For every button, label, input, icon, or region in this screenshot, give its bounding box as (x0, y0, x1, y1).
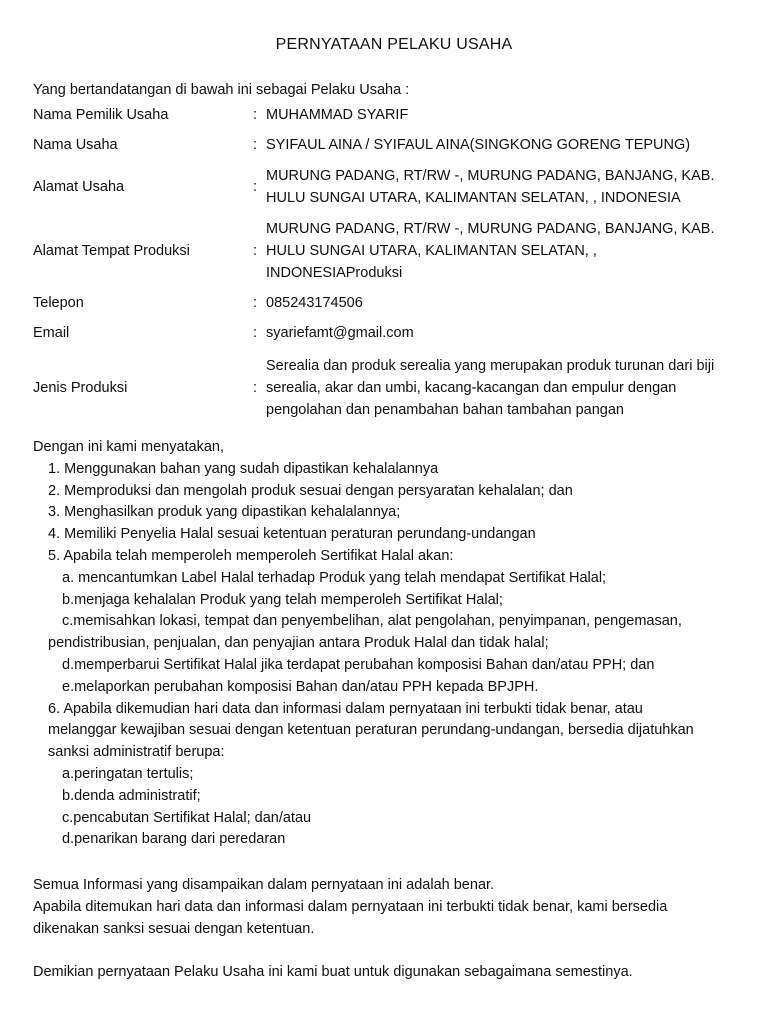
field-colon: : (253, 295, 258, 311)
field-colon: : (253, 107, 258, 123)
field-row-production-type (33, 350, 756, 426)
field-row-business-name (33, 128, 756, 162)
closing-line: Semua Informasi yang disampaikan dalam pernyataan ini adalah benar. (33, 877, 495, 893)
field-colon: : (253, 243, 258, 259)
declaration-subitem-continuation: pendistribusian, penjualan, dan penyajian antara Produk Halal dan tidak halal; (48, 635, 549, 652)
field-label: Nama Usaha (33, 137, 118, 153)
declaration-subitem: c.memisahkan lokasi, tempat dan penyembelihan, alat pengolahan, penyimpanan, pengemasan, (62, 613, 682, 630)
declaration-subitem: b.denda administratif; (62, 787, 201, 804)
field-colon: : (253, 380, 258, 396)
field-label: Jenis Produksi (33, 380, 128, 396)
field-value: MURUNG PADANG, RT/RW -, MURUNG PADANG, BANJANG, KAB. HULU SUNGAI UTARA, KALIMANTAN SELATAN, , INDONESIA (266, 168, 715, 206)
declaration-item: 1. Menggunakan bahan yang sudah dipastikan kehalalannya (48, 460, 439, 477)
field-row-owner-name (33, 102, 756, 128)
declaration-item-continuation: sanksi administratif berupa: (48, 744, 225, 761)
declaration-item-continuation: melanggar kewajiban sesuai dengan ketentuan peraturan perundang-undangan, bersedia dijatuhkan (48, 722, 694, 739)
field-label: Nama Pemilik Usaha (33, 107, 169, 123)
field-colon: : (253, 137, 258, 153)
field-colon: : (253, 325, 258, 341)
document-title: PERNYATAAN PELAKU USAHA (275, 36, 513, 53)
declaration-subitem: b.menjaga kehalalan Produk yang telah memperoleh Sertifikat Halal; (62, 591, 503, 608)
field-row-phone (33, 290, 756, 316)
business-info-table (33, 102, 756, 426)
field-label: Telepon (33, 295, 84, 311)
field-value: SYIFAUL AINA / SYIFAUL AINA(SINGKONG GORENG TEPUNG) (266, 137, 691, 153)
closing-line: Apabila ditemukan hari data dan informasi dalam pernyataan ini terbukti tidak benar, kami bersedia (33, 898, 668, 915)
intro-text: Yang bertandatangan di bawah ini sebagai Pelaku Usaha : (33, 82, 410, 98)
declaration-item: 2. Memproduksi dan mengolah produk sesuai dengan persyaratan kehalalan; dan (48, 482, 573, 499)
declaration-subitem: a. mencantumkan Label Halal terhadap Produk yang telah mendapat Sertifikat Halal; (62, 569, 607, 586)
declaration-item: 5. Apabila telah memperoleh memperoleh Sertifikat Halal akan: (48, 547, 454, 564)
declaration-subitem: d.penarikan barang dari peredaran (62, 831, 286, 848)
field-label: Alamat Tempat Produksi (33, 243, 190, 259)
field-value: syariefamt@gmail.com (266, 325, 414, 341)
declaration-item: 4. Memiliki Penyelia Halal sesuai ketentuan peraturan perundang-undangan (48, 526, 536, 543)
declaration-heading: Dengan ini kami menyatakan, (33, 439, 225, 455)
field-value: MUHAMMAD SYARIF (266, 107, 409, 123)
declaration-item: 3. Menghasilkan produk yang dipastikan kehalalannya; (48, 504, 401, 521)
field-colon: : (253, 179, 258, 195)
field-value: 085243174506 (266, 295, 363, 311)
final-statement: Demikian pernyataan Pelaku Usaha ini kami buat untuk digunakan sebagaimana semestinya. (33, 964, 633, 981)
declaration-subitem: d.memperbarui Sertifikat Halal jika terdapat perubahan komposisi Bahan dan/atau PPH; dan (62, 656, 655, 673)
declaration-item: 6. Apabila dikemudian hari data dan informasi dalam pernyataan ini terbukti tidak benar, atau (48, 700, 643, 717)
field-row-production-address (33, 212, 756, 290)
paragraph-gap (33, 940, 745, 962)
closing-section (33, 875, 745, 984)
field-row-business-address (33, 162, 756, 212)
field-label: Email (33, 325, 70, 341)
declaration-subitem: c.pencabutan Sertifikat Halal; dan/atau (62, 809, 312, 826)
declaration-section (33, 437, 745, 851)
field-value: MURUNG PADANG, RT/RW -, MURUNG PADANG, BANJANG, KAB. HULU SUNGAI UTARA, KALIMANTAN SELATAN, , INDONESIAProduksi (266, 221, 715, 281)
declaration-subitem: a.peringatan tertulis; (62, 765, 194, 782)
field-label: Alamat Usaha (33, 179, 125, 195)
field-value: Serealia dan produk serealia yang merupakan produk turunan dari biji serealia, akar dan umbi, kacang-kacangan dan empulur dengan pengolahan dan penambahan bahan tambahan pangan (266, 358, 715, 418)
declaration-subitem: e.melaporkan perubahan komposisi Bahan dan/atau PPH kepada BPJPH. (62, 678, 539, 695)
closing-line: dikenakan sanksi sesuai dengan ketentuan. (33, 920, 315, 937)
field-row-email (33, 316, 756, 350)
